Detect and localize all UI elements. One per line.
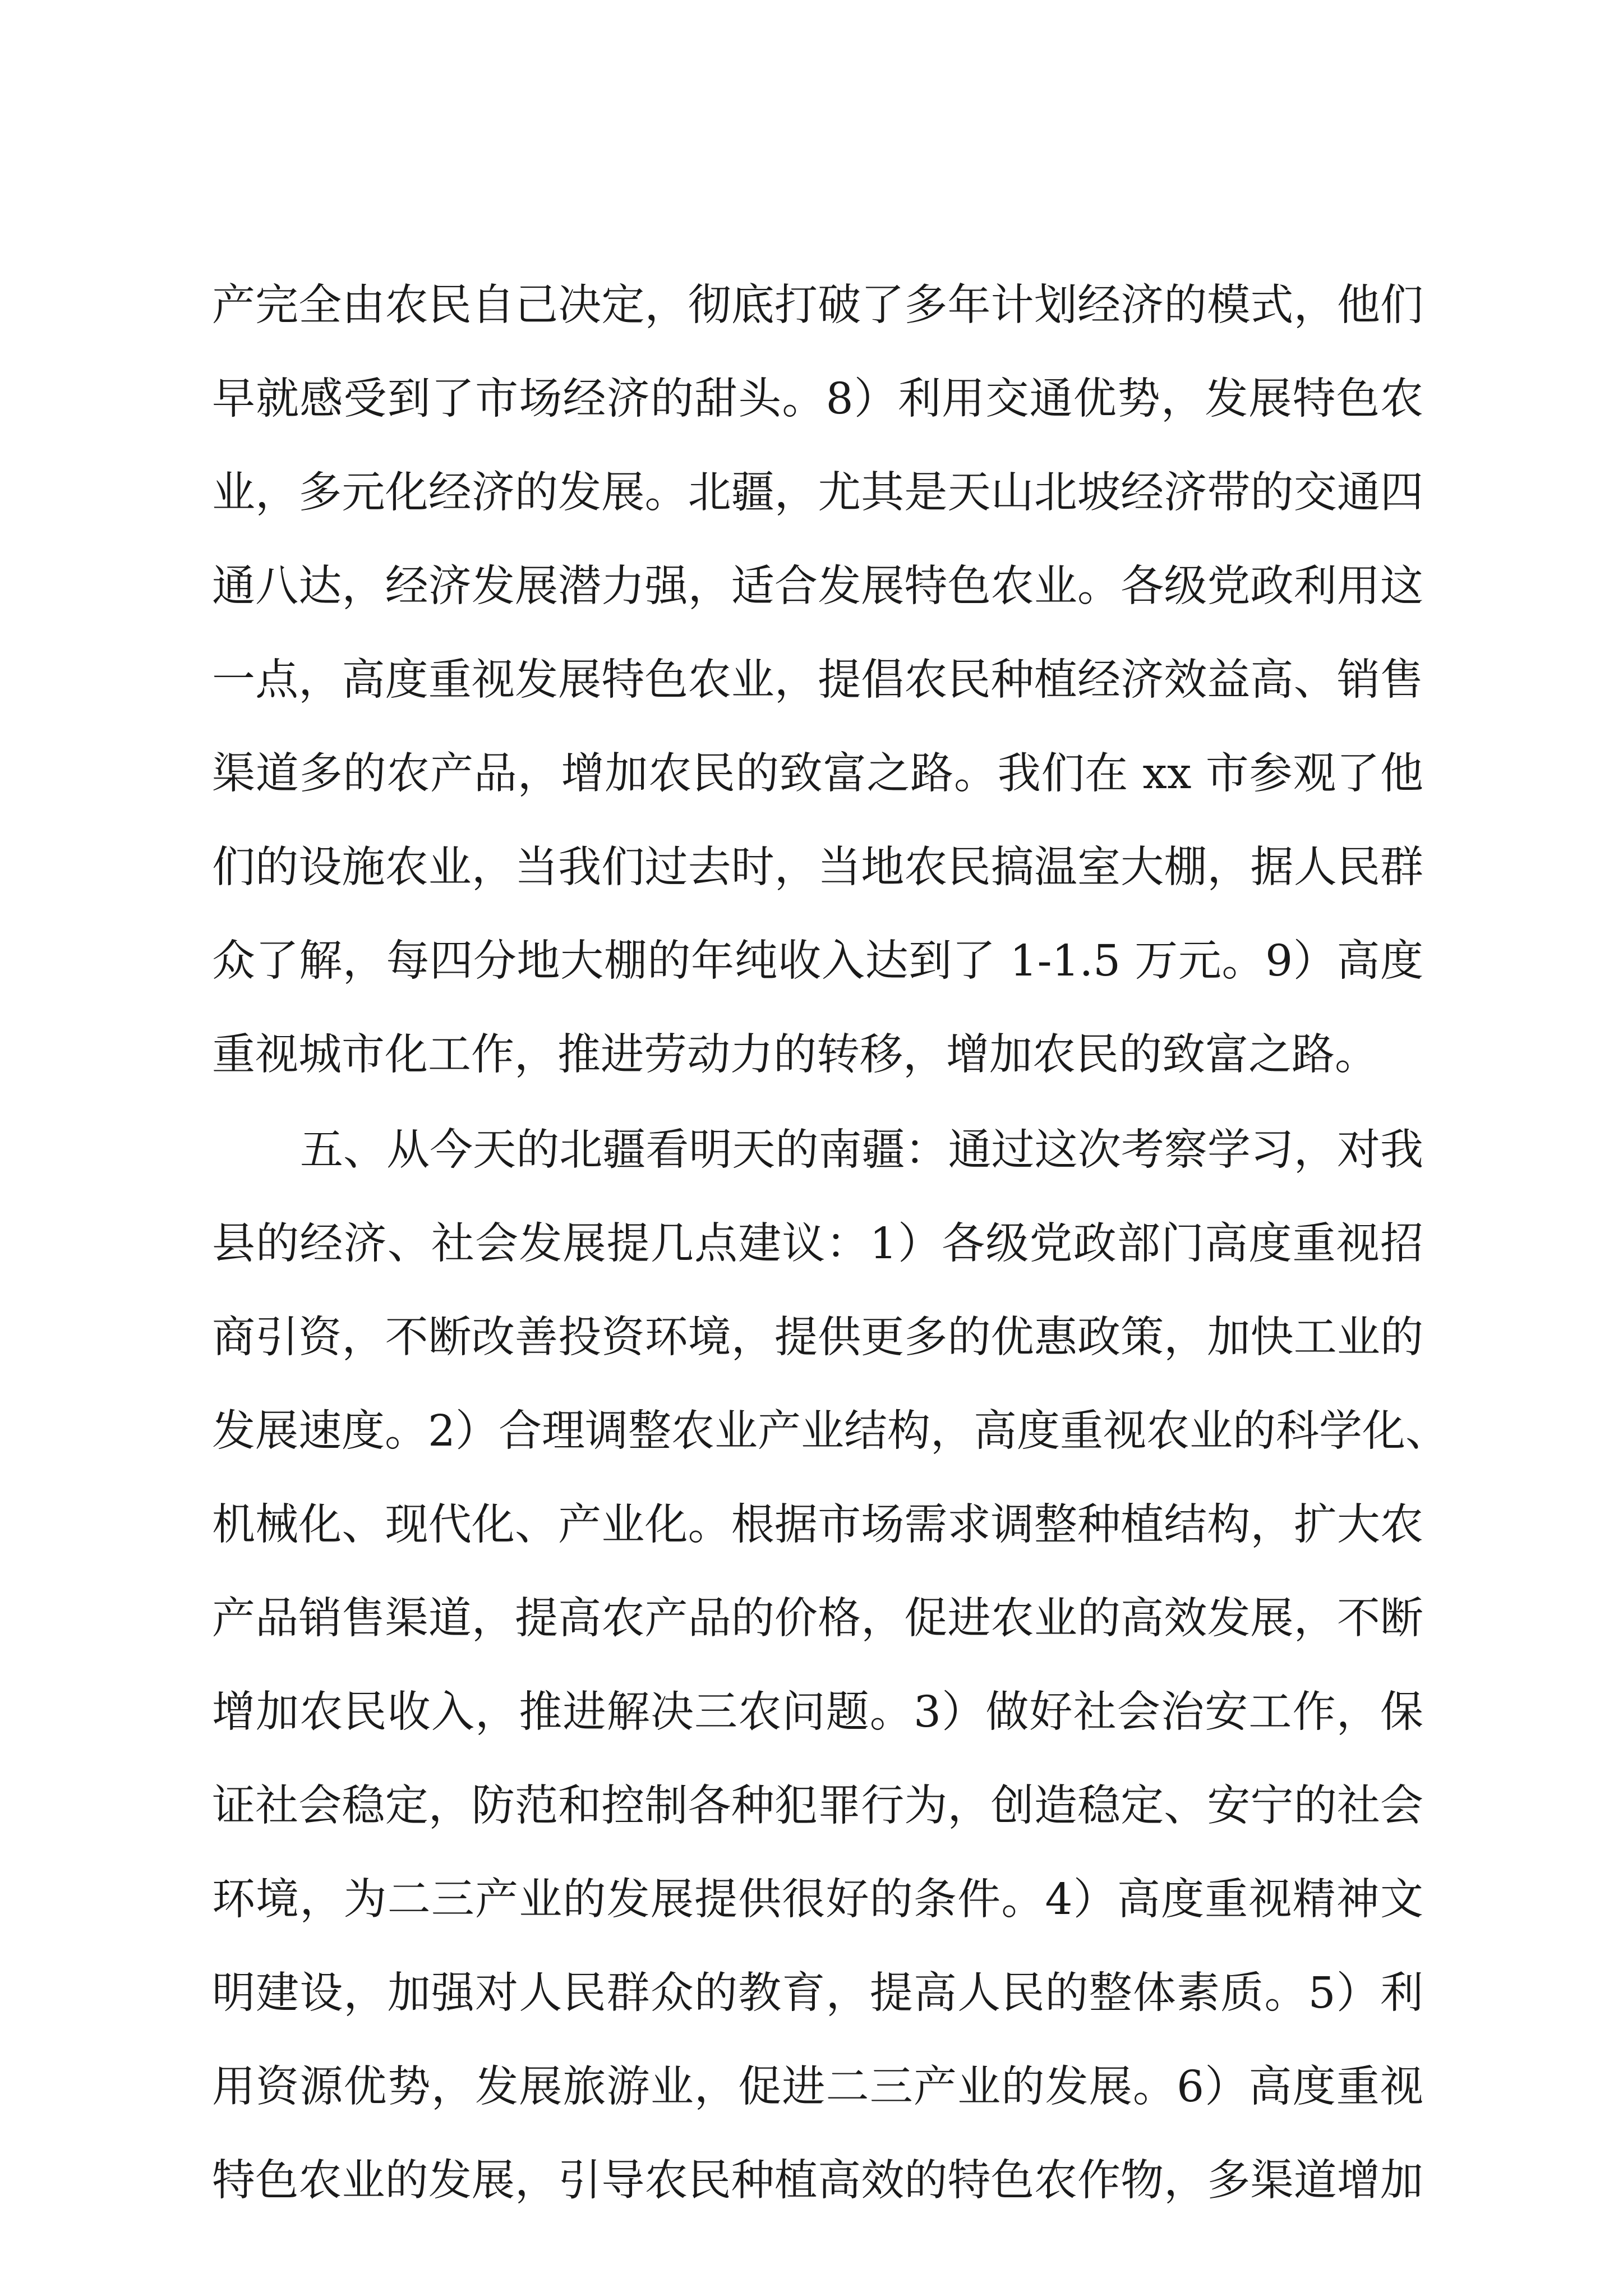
text-line: 用资源优势，发展旅游业，促进二三产业的发展。6）高度重视 [212,2062,1423,2112]
text-line: 商引资，不断改善投资环境，提供更多的优惠政策，加快工业的 [212,1313,1423,1363]
text-line: 业，多元化经济的发展。北疆，尤其是天山北坡经济带的交通四 [212,468,1423,518]
text-line: 明建设，加强对人民群众的教育，提高人民的整体素质。5）利 [212,1968,1423,2018]
text-line: 一点，高度重视发展特色农业，提倡农民种植经济效益高、销售 [212,655,1423,705]
text-line: 发展速度。2）合理调整农业产业结构，高度重视农业的科学化、 [212,1406,1449,1456]
text-line: 增加农民收入，推进解决三农问题。3）做好社会治安工作，保 [212,1687,1423,1737]
text-line: 县的经济、社会发展提几点建议：1）各级党政部门高度重视招 [212,1219,1423,1269]
text-line: 机械化、现代化、产业化。根据市场需求调整种植结构，扩大农 [212,1500,1423,1550]
text-line: 证社会稳定，防范和控制各种犯罪行为，创造稳定、安宁的社会 [212,1781,1423,1831]
text-line: 五、从今天的北疆看明天的南疆：通过这次考察学习，对我 [300,1125,1423,1175]
text-line: 产完全由农民自己决定，彻底打破了多年计划经济的模式，他们 [212,280,1423,330]
text-line: 重视城市化工作，推进劳动力的转移，增加农民的致富之路。 [212,1030,1378,1080]
text-line: 们的设施农业，当我们过去时，当地农民搞温室大棚，据人民群 [212,843,1423,892]
text-line: 通八达，经济发展潜力强，适合发展特色农业。各级党政利用这 [212,562,1423,611]
text-line: 产品销售渠道，提高农产品的价格，促进农业的高效发展，不断 [212,1594,1423,1644]
text-line: 早就感受到了市场经济的甜头。8）利用交通优势，发展特色农 [212,374,1423,424]
text-line: 特色农业的发展，引导农民种植高效的特色农作物，多渠道增加 [212,2156,1423,2206]
text-line: 环境，为二三产业的发展提供很好的条件。4）高度重视精神文 [212,1875,1423,1925]
text-line: 众了解，每四分地大棚的年纯收入达到了 1-1.5 万元。9）高度 [212,936,1423,986]
text-line: 渠道多的农产品，增加农民的致富之路。我们在 xx 市参观了他 [212,749,1423,799]
